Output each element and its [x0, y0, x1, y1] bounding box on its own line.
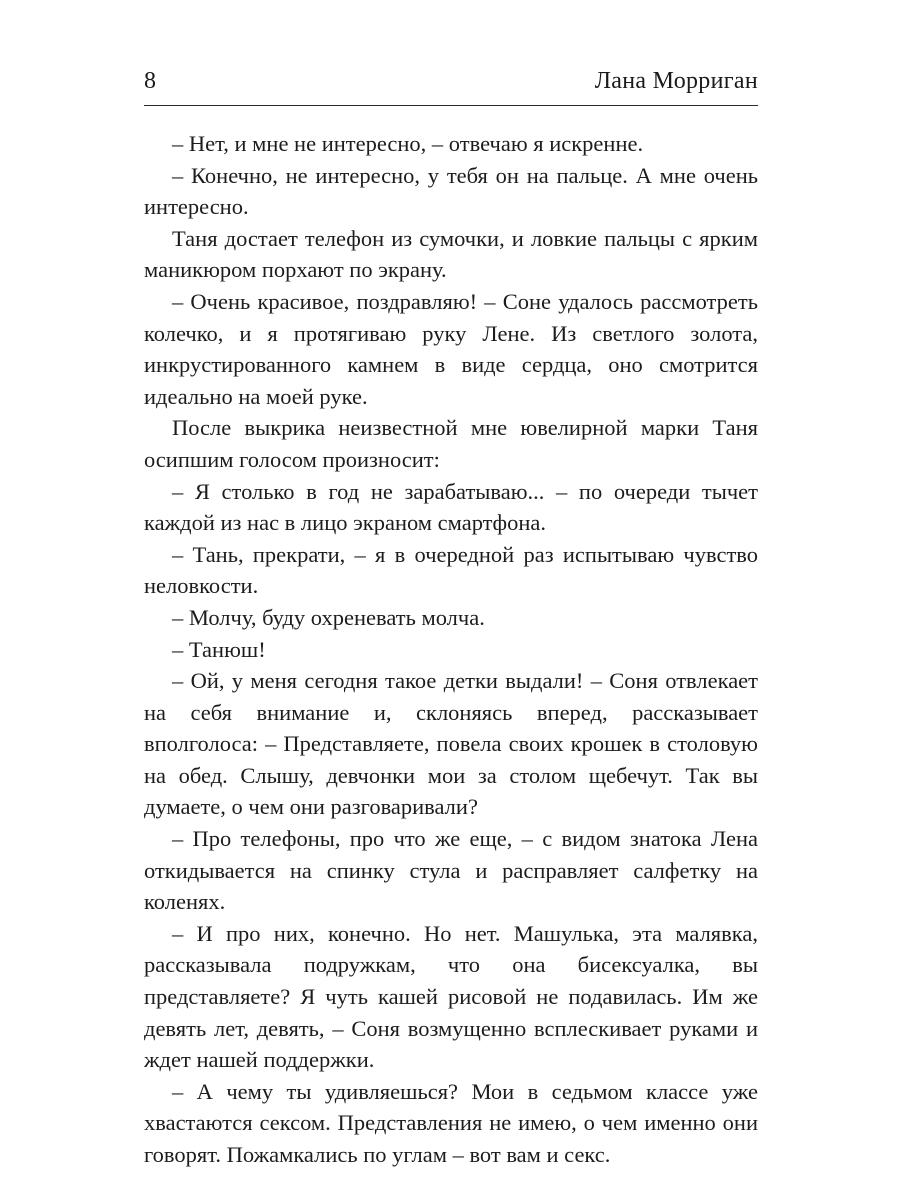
paragraph: После выкрика неизвестной мне ювелирной марки Таня осипшим голосом произносит: [144, 415, 758, 472]
page-number: 8 [144, 68, 156, 94]
paragraph: – Нет, и мне не интересно, – отвечаю я искренне. [172, 131, 644, 156]
paragraph: – Ой, у меня сегодня такое детки выдали! – Соня отвлекает на себя внимание и, склоняясь вперед, рассказывает вполголоса: – Представляете, повела своих крошек в столовую на обед. Слышу, девчонки мои за столом щебечут. Так вы думаете, о чем они разговаривали? [144, 668, 758, 820]
page-header [144, 66, 758, 106]
paragraph: – Про телефоны, про что же еще, – с видом знатока Лена откидывается на спинку стула и расправляет салфетку на коленях. [144, 826, 758, 915]
paragraph: – Тань, прекрати, – я в очередной раз испытываю чувство неловкости. [144, 541, 758, 599]
running-head-author: Лана Морриган [594, 68, 758, 94]
paragraph: – Очень красивое, поздравляю! – Соне удалось рассмотреть колечко, и я протягиваю руку Лене. Из светлого золота, инкрустированного камнем в виде сердца, оно смотрится идеально на моей руке. [144, 288, 758, 409]
paragraph: – А чему ты удивляешься? Мои в седьмом классе уже хвастаются сексом. Представления не имею, о чем именно они говорят. Пожамкались по углам – вот вам и секс. [144, 1078, 758, 1167]
paragraph: Таня достает телефон из сумочки, и ловкие пальцы с ярким маникюром порхают по экрану. [144, 225, 758, 283]
paragraph: – Конечно, не интересно, у тебя он на пальце. А мне очень интересно. [144, 162, 758, 220]
paragraph: – Танюш! [172, 636, 266, 662]
paragraph: – И про них, конечно. Но нет. Машулька, эта малявка, рассказывала подружкам, что она бисексуалка, вы представляете? Я чуть кашей рисовой не подавилась. Им же девять лет, девять, – Соня возмущенно всплескивает руками и ждет нашей поддержки. [144, 920, 758, 1073]
paragraph: – Молчу, буду охреневать молча. [172, 604, 485, 630]
body-text [144, 128, 758, 1171]
header-rule [144, 105, 758, 106]
paragraph: – Я столько в год не зарабатываю... – по очереди тычет каждой из нас в лицо экраном смартфона. [144, 478, 758, 536]
